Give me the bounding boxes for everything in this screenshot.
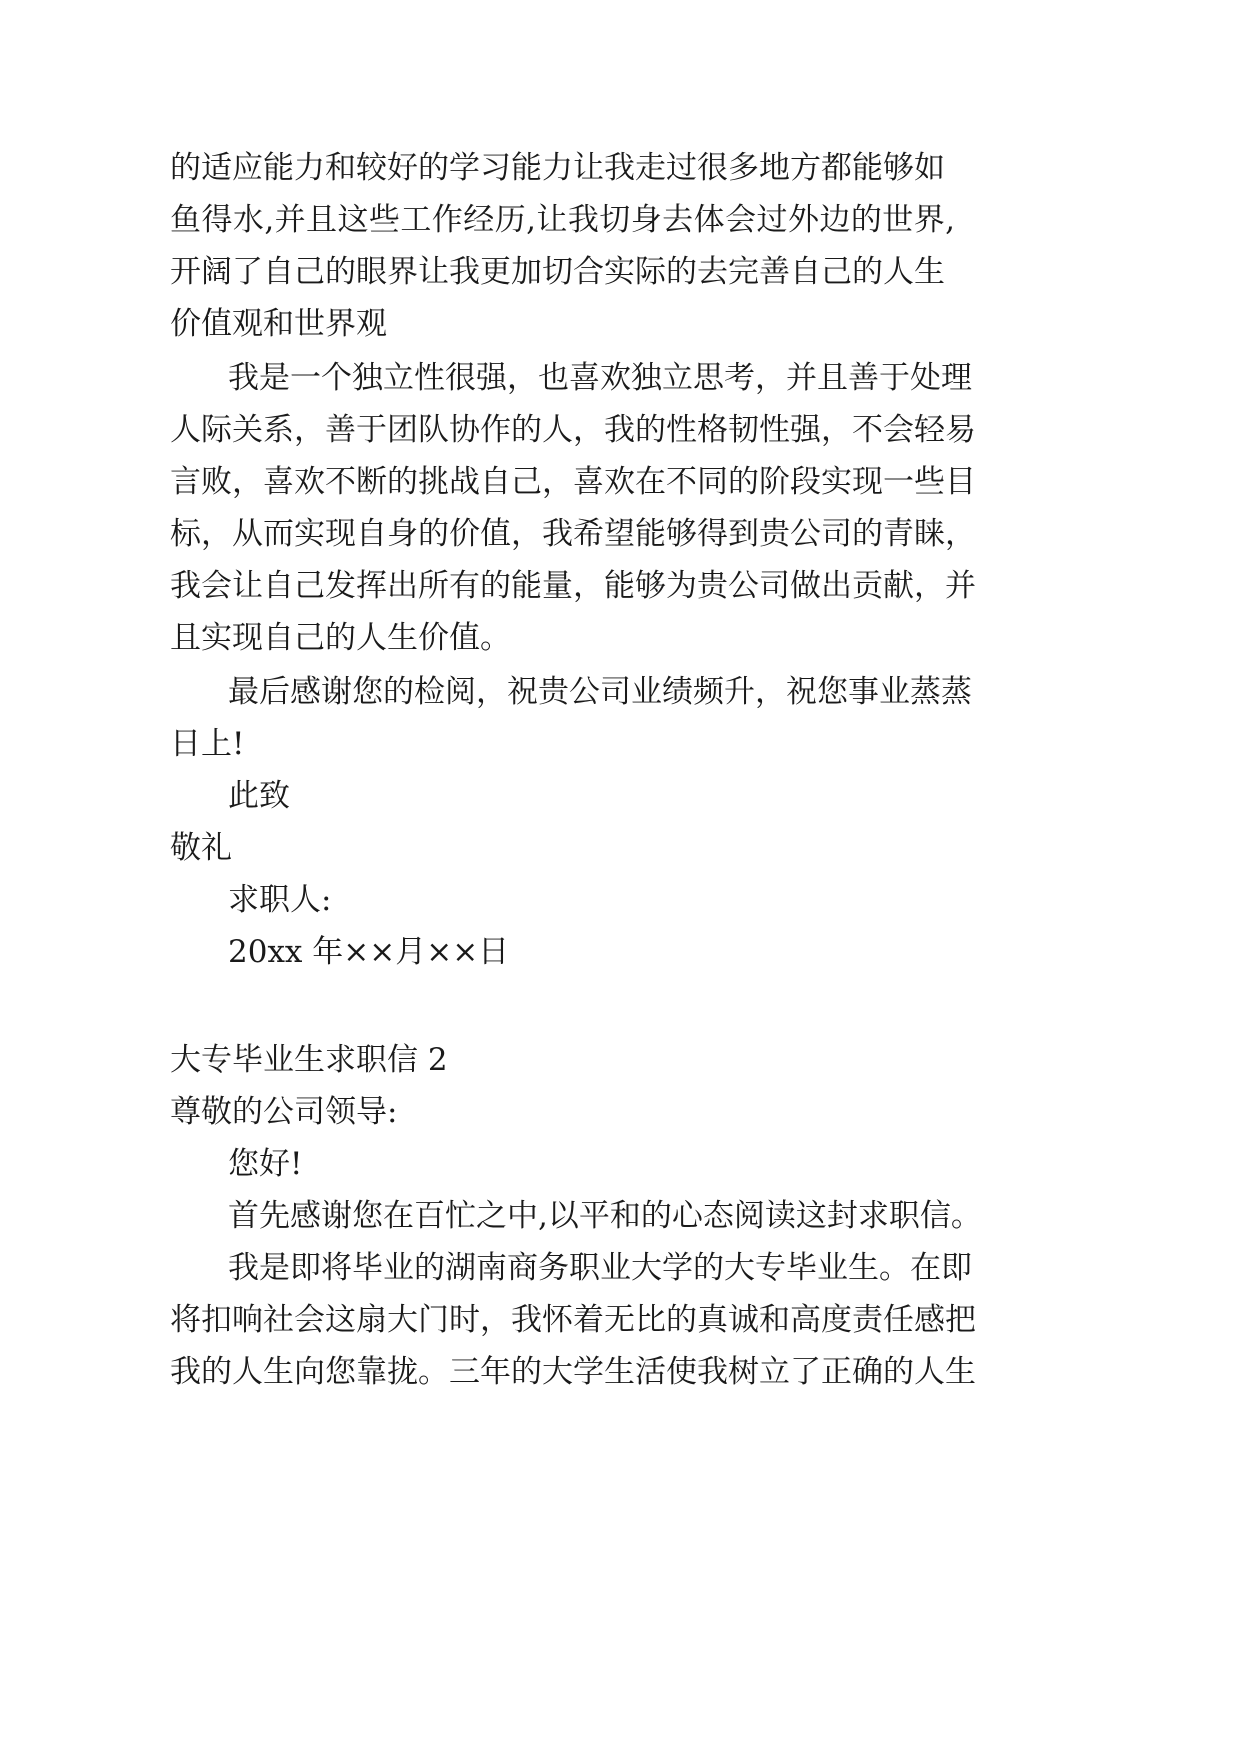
body-line: 的适应能力和较好的学习能力让我走过很多地方都能够如 (170, 150, 945, 186)
body-line: 我的人生向您靠拢。三年的大学生活使我树立了正确的人生 (170, 1354, 976, 1390)
body-line: 将扣响社会这扇大门时，我怀着无比的真诚和高度责任感把 (170, 1302, 976, 1338)
section-title: 大专毕业生求职信 2 (170, 1042, 448, 1078)
body-line: 价值观和世界观 (170, 306, 387, 342)
body-line: 鱼得水,并且这些工作经历,让我切身去体会过外边的世界, (170, 202, 955, 238)
body-line: 开阔了自己的眼界让我更加切合实际的去完善自己的人生 (170, 254, 945, 290)
greeting: 您好! (228, 1146, 303, 1182)
letter-date: 20xx 年××月××日 (228, 934, 510, 970)
body-line: 我是一个独立性很强，也喜欢独立思考，并且善于处理 (228, 360, 972, 396)
body-line: 人际关系，善于团队协作的人，我的性格韧性强，不会轻易 (170, 412, 976, 448)
body-line: 我是即将毕业的湖南商务职业大学的大专毕业生。在即 (228, 1250, 972, 1286)
salutation: 尊敬的公司领导: (170, 1094, 398, 1130)
body-line: 言败，喜欢不断的挑战自己，喜欢在不同的阶段实现一些目 (170, 464, 976, 500)
body-line: 日上! (170, 726, 245, 762)
body-line: 最后感谢您的检阅，祝贵公司业绩频升，祝您事业蒸蒸 (228, 674, 972, 710)
intro-line: 首先感谢您在百忙之中,以平和的心态阅读这封求职信。 (228, 1198, 982, 1234)
applicant-label: 求职人: (228, 882, 332, 918)
body-line: 标，从而实现自身的价值，我希望能够得到贵公司的青睐， (170, 516, 976, 552)
closing-jingli: 敬礼 (170, 830, 232, 866)
body-line: 我会让自己发挥出所有的能量，能够为贵公司做出贡献，并 (170, 568, 976, 604)
body-line: 且实现自己的人生价值。 (170, 620, 511, 656)
closing-cizhi: 此致 (228, 778, 290, 814)
